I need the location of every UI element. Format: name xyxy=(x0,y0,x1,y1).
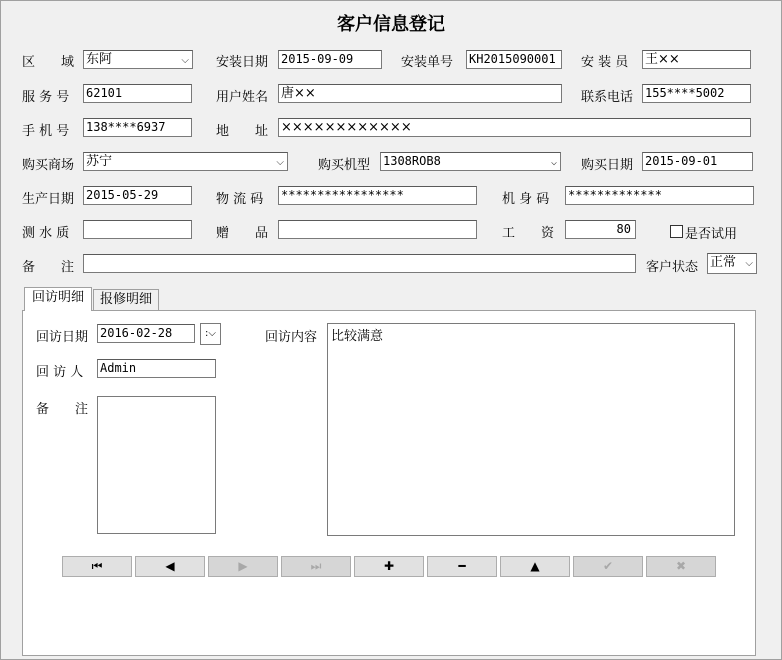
chevron-down-icon: ⌵ xyxy=(745,258,753,269)
region-value: 东阿 xyxy=(86,52,113,67)
salary-label: 工 资 xyxy=(502,226,555,241)
check-icon: ✔ xyxy=(602,559,614,573)
install-no-label: 安装单号 xyxy=(401,55,454,70)
visit-remark-memo[interactable] xyxy=(97,396,216,534)
serial-code-field[interactable]: ************* xyxy=(565,186,754,205)
next-record-icon: ▶ xyxy=(238,559,248,573)
visit-remark-label: 备 注 xyxy=(36,402,89,417)
date-picker-button[interactable] xyxy=(200,323,221,345)
store-select[interactable] xyxy=(83,152,288,171)
nav-prior-button[interactable] xyxy=(135,556,205,577)
visit-content-label: 回访内容 xyxy=(265,330,318,345)
first-record-icon: ⏮ xyxy=(91,559,103,573)
model-value: 1308ROB8 xyxy=(383,154,441,168)
service-no-label: 服 务 号 xyxy=(22,90,70,105)
gift-field[interactable] xyxy=(278,220,477,239)
region-select[interactable] xyxy=(83,50,193,69)
chevron-down-icon: ⌵ xyxy=(181,55,189,66)
plus-icon: ✚ xyxy=(383,559,395,573)
purchase-date-label: 购买日期 xyxy=(581,158,634,173)
logistics-code-label: 物 流 码 xyxy=(216,192,264,207)
visit-content-memo[interactable]: 比较满意 xyxy=(327,323,735,536)
tab-repair-details[interactable]: 报修明细 xyxy=(93,289,159,311)
production-date-field[interactable]: 2015-05-29 xyxy=(83,186,192,205)
chevron-down-icon: :⌵ xyxy=(205,328,216,339)
customer-status-value: 正常 xyxy=(710,255,737,270)
customer-status-select[interactable] xyxy=(707,253,757,274)
install-date-label: 安装日期 xyxy=(216,55,269,70)
customer-status-label: 客户状态 xyxy=(646,260,699,275)
install-no-field[interactable]: KH2015090001 xyxy=(466,50,562,69)
visitor-label: 回 访 人 xyxy=(36,365,84,380)
nav-post-button[interactable] xyxy=(573,556,643,577)
visitor-field[interactable]: Admin xyxy=(97,359,216,378)
trial-label: 是否试用 xyxy=(685,227,738,242)
minus-icon: ━ xyxy=(458,559,466,573)
nav-insert-button[interactable] xyxy=(354,556,424,577)
salary-field[interactable]: 80 xyxy=(565,220,636,239)
visit-date-label: 回访日期 xyxy=(36,330,89,345)
nav-delete-button[interactable] xyxy=(427,556,497,577)
nav-edit-button[interactable] xyxy=(500,556,570,577)
trial-checkbox[interactable] xyxy=(670,225,683,238)
close-icon: ✖ xyxy=(675,559,687,573)
water-quality-label: 测 水 质 xyxy=(22,226,70,241)
last-record-icon: ⏭ xyxy=(310,559,322,573)
remark-field[interactable] xyxy=(83,254,636,273)
store-value: 苏宁 xyxy=(86,154,113,169)
mobile-field[interactable]: 138****6937 xyxy=(83,118,192,137)
nav-last-button[interactable] xyxy=(281,556,351,577)
chevron-down-icon: ⌵ xyxy=(276,157,284,168)
visit-date-field[interactable]: 2016-02-28 xyxy=(97,324,195,343)
model-select[interactable] xyxy=(380,152,561,171)
store-label: 购买商场 xyxy=(22,158,75,173)
chevron-down-icon: ⌵ xyxy=(550,157,557,168)
model-label: 购买机型 xyxy=(318,158,371,173)
nav-cancel-button[interactable] xyxy=(646,556,716,577)
window-title: 客户信息登记 xyxy=(337,14,445,35)
nav-next-button[interactable] xyxy=(208,556,278,577)
purchase-date-field[interactable]: 2015-09-01 xyxy=(642,152,753,171)
user-name-field[interactable]: 唐×× xyxy=(278,84,562,103)
gift-label: 赠 品 xyxy=(216,226,269,241)
mobile-label: 手 机 号 xyxy=(22,124,70,139)
water-quality-field[interactable] xyxy=(83,220,192,239)
logistics-code-field[interactable]: ***************** xyxy=(278,186,477,205)
tab-visit-details[interactable]: 回访明细 xyxy=(24,287,92,311)
address-label: 地 址 xyxy=(216,124,269,139)
contact-phone-label: 联系电话 xyxy=(581,90,634,105)
serial-code-label: 机 身 码 xyxy=(502,192,550,207)
region-label: 区 域 xyxy=(22,55,75,70)
prior-record-icon: ◀ xyxy=(165,559,175,573)
user-name-label: 用户姓名 xyxy=(216,90,269,105)
address-field[interactable]: ×××××××××××× xyxy=(278,118,751,137)
service-no-field[interactable]: 62101 xyxy=(83,84,192,103)
nav-first-button[interactable] xyxy=(62,556,132,577)
install-date-field[interactable]: 2015-09-09 xyxy=(278,50,382,69)
edit-icon: ▲ xyxy=(530,559,540,573)
installer-label: 安 装 员 xyxy=(581,55,629,70)
installer-field[interactable]: 王×× xyxy=(642,50,751,69)
contact-phone-field[interactable]: 155****5002 xyxy=(642,84,751,103)
production-date-label: 生产日期 xyxy=(22,192,75,207)
remark-label: 备 注 xyxy=(22,260,75,275)
